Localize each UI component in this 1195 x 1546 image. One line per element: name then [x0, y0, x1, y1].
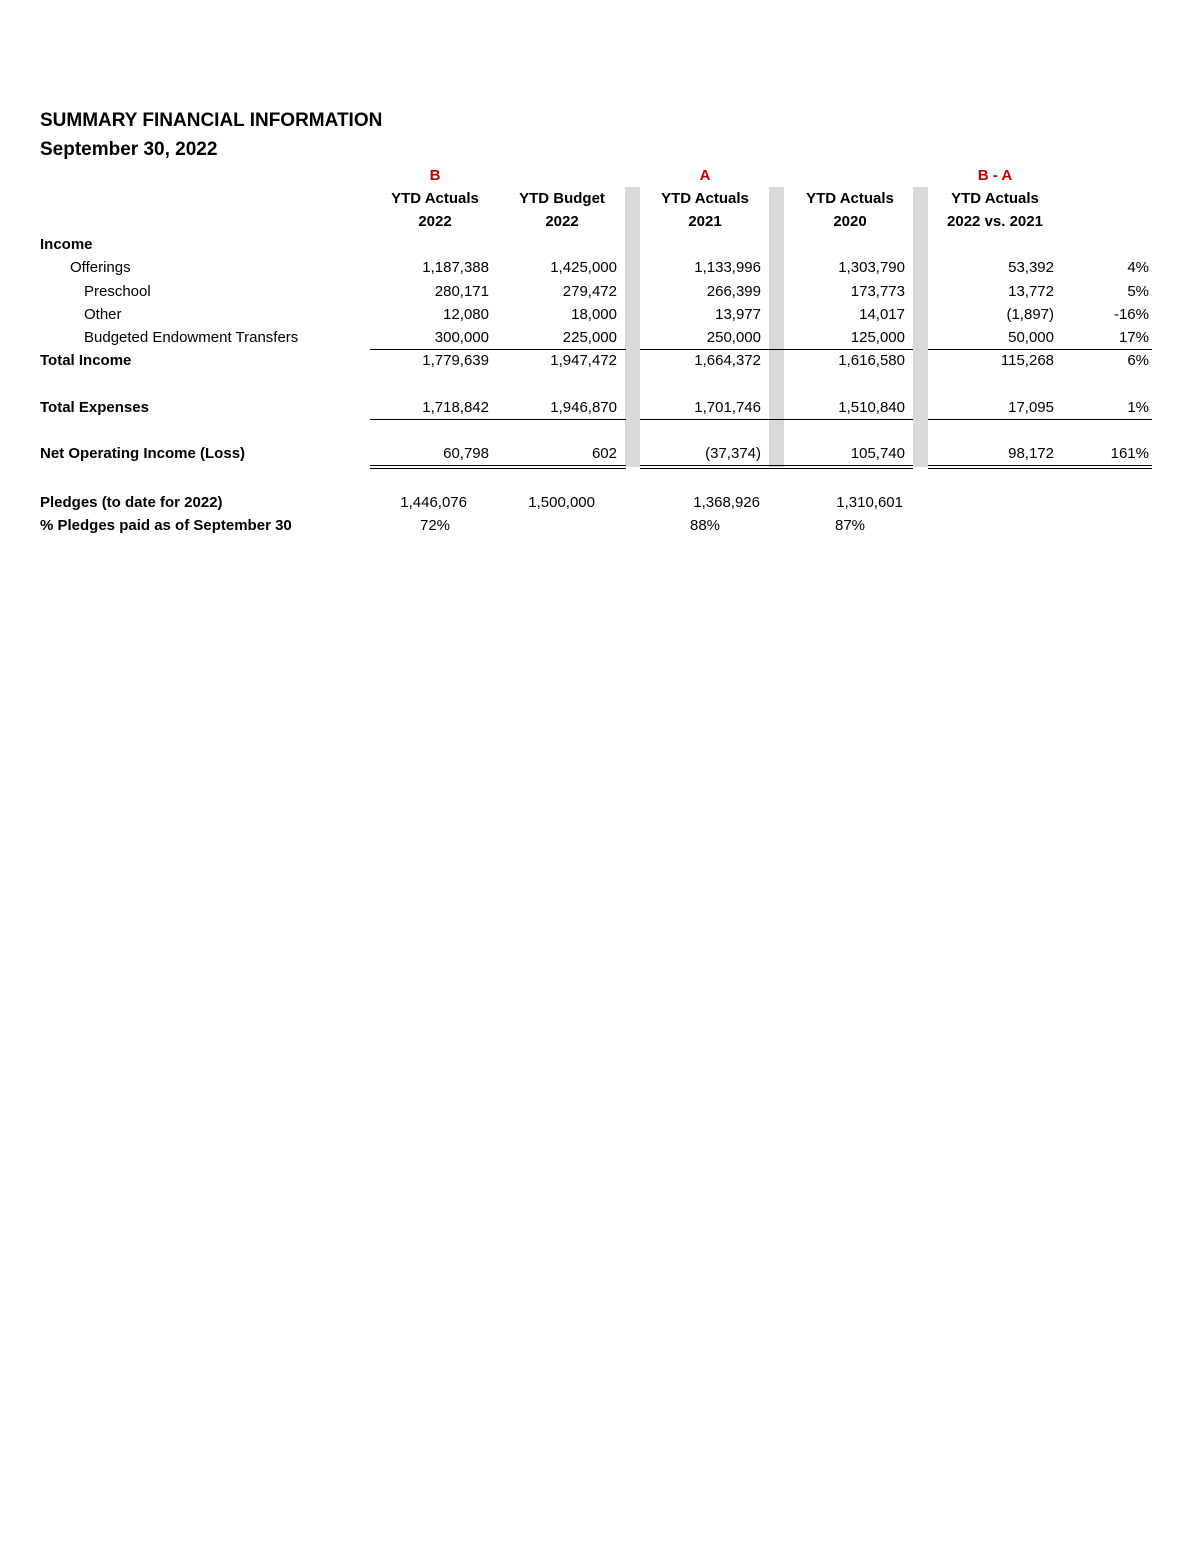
total-value: 602	[591, 445, 617, 462]
row-label: Other	[84, 306, 122, 323]
cell-value: -16%	[1113, 306, 1149, 323]
cell-value: 1,303,790	[838, 259, 905, 276]
report-title: SUMMARY FINANCIAL INFORMATION	[40, 110, 383, 131]
total-underline	[928, 349, 1152, 350]
pledge-value: 1,368,926	[693, 494, 760, 511]
pledge-percent: 88%	[689, 517, 721, 534]
row-label: Budgeted Endowment Transfers	[84, 329, 299, 346]
total-value: 1,947,472	[550, 352, 617, 369]
total-value: 115,268	[1000, 352, 1054, 369]
total-row-label: Net Operating Income (Loss)	[40, 445, 246, 462]
cell-value: 13,977	[715, 306, 761, 323]
income-section-label: Income	[40, 236, 93, 253]
double-underline	[370, 465, 626, 469]
cell-value: 17%	[1118, 329, 1149, 346]
total-underline	[640, 419, 913, 420]
total-value: (37,374)	[705, 445, 761, 462]
cell-value: 1,133,996	[694, 259, 761, 276]
total-row-label: Total Expenses	[40, 399, 149, 416]
cell-value: 300,000	[434, 329, 489, 346]
column-separator	[769, 187, 784, 467]
cell-value: 125,000	[850, 329, 905, 346]
total-value: 1%	[1127, 399, 1149, 416]
total-value: 161%	[1110, 445, 1149, 462]
cell-value: 1,187,388	[422, 259, 489, 276]
cell-value: (1,897)	[1006, 306, 1054, 323]
row-label: Preschool	[84, 283, 151, 300]
cell-value: 266,399	[706, 283, 761, 300]
cell-value: 173,773	[850, 283, 905, 300]
pledge-percent: 87%	[834, 517, 866, 534]
total-value: 1,718,842	[422, 399, 489, 416]
cell-value: 250,000	[706, 329, 761, 346]
cell-value: 5%	[1127, 283, 1149, 300]
total-row-label: Total Income	[40, 352, 132, 369]
pledge-row-label: Pledges (to date for 2022)	[40, 494, 223, 511]
total-underline	[370, 349, 626, 350]
cell-value: 1,425,000	[550, 259, 617, 276]
column-header-year: 2022 vs. 2021	[947, 213, 1043, 230]
total-value: 1,616,580	[838, 352, 905, 369]
cell-value: 50,000	[1008, 329, 1054, 346]
cell-value: 12,080	[443, 306, 489, 323]
pledge-percent: 72%	[419, 517, 451, 534]
column-marker: A	[699, 167, 711, 184]
cell-value: 13,772	[1008, 283, 1054, 300]
total-value: 1,946,870	[550, 399, 617, 416]
pledge-value: 1,500,000	[528, 494, 595, 511]
column-header-year: 2020	[833, 213, 867, 230]
cell-value: 225,000	[562, 329, 617, 346]
pledge-row-label: % Pledges paid as of September 30	[40, 517, 292, 534]
cell-value: 4%	[1127, 259, 1149, 276]
total-underline	[640, 349, 913, 350]
column-header: YTD Actuals	[951, 190, 1039, 207]
total-value: 1,510,840	[838, 399, 905, 416]
column-separator	[625, 187, 640, 467]
total-underline	[928, 419, 1152, 420]
column-marker: B - A	[977, 167, 1013, 184]
total-value: 1,779,639	[422, 352, 489, 369]
pledge-value: 1,310,601	[836, 494, 903, 511]
total-value: 60,798	[443, 445, 489, 462]
total-underline	[370, 419, 626, 420]
column-header: YTD Budget	[519, 190, 605, 207]
total-value: 17,095	[1008, 399, 1054, 416]
row-label: Offerings	[70, 259, 131, 276]
cell-value: 280,171	[434, 283, 489, 300]
double-underline	[928, 465, 1152, 469]
column-header: YTD Actuals	[391, 190, 479, 207]
cell-value: 18,000	[571, 306, 617, 323]
column-header-year: 2022	[418, 213, 452, 230]
column-header: YTD Actuals	[806, 190, 894, 207]
column-separator	[913, 187, 928, 467]
total-value: 1,701,746	[694, 399, 761, 416]
total-value: 1,664,372	[694, 352, 761, 369]
column-header-year: 2022	[545, 213, 579, 230]
total-value: 98,172	[1008, 445, 1054, 462]
cell-value: 14,017	[859, 306, 905, 323]
report-date: September 30, 2022	[40, 139, 218, 160]
cell-value: 279,472	[562, 283, 617, 300]
column-header: YTD Actuals	[661, 190, 749, 207]
pledge-value: 1,446,076	[400, 494, 467, 511]
total-value: 105,740	[850, 445, 905, 462]
column-header-year: 2021	[688, 213, 722, 230]
double-underline	[640, 465, 913, 469]
column-marker: B	[429, 167, 441, 184]
cell-value: 53,392	[1008, 259, 1054, 276]
total-value: 6%	[1127, 352, 1149, 369]
